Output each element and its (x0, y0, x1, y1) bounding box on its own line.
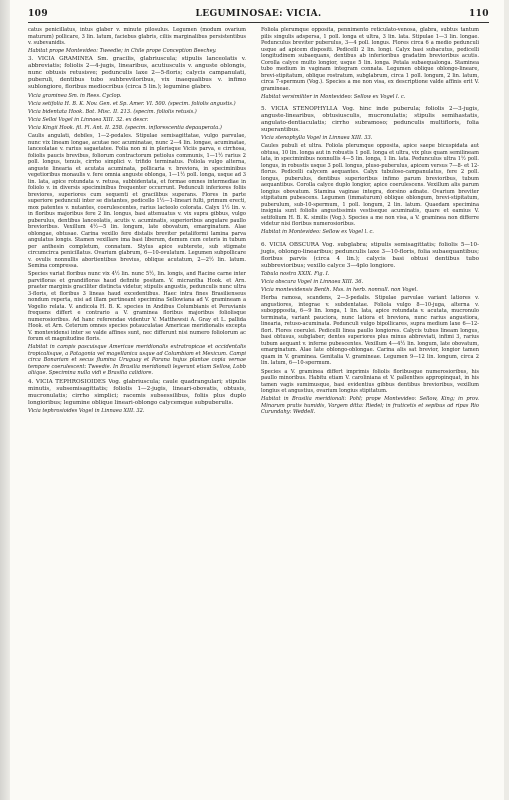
page-number-left: 109 (28, 9, 48, 19)
running-title: LEGUMINOSAE: VICIA. (195, 9, 322, 19)
paragraph: Vicia stenophylla Vogel in Linnaea XIII. 33. (261, 135, 373, 142)
paragraph: Habitat prope Montevideo: Tweedie; in Chile prope Conception Beechey. (28, 48, 217, 55)
paragraph: Vicia tephrosioides Vogel in Linnaea XIII. 32. (28, 408, 145, 415)
page-edge-shadow (0, 0, 10, 800)
paragraph: Vicia montevidensis Benth. Mss. in herb. nonnull. non Vogel. (261, 287, 418, 294)
paragraph: Habitat in Brasilia meridionali: Pohl; prope Montevideo: Sellow, King; in prov. Minarum pratis humidis, Vargem ditta: Riedel; in fruticetis et sepibus ad ripas Rio Curundahy: Weddell. (261, 396, 479, 416)
paragraph: Habitat in campis pascuisque Americae meridionalis extratropicae et occidentalis tropicalisque, a Patagonia vel magellanica usque ad Columbiam et Mexicum. Campi circa Bonariam et secus flumina Uruguay et Parana hujus plantae copia vernae tempore coerulescent: Tweedie. In Brasilia meridionali legerunt etiam Sellow, Lobb aliique. Specimina nulla vidi e Brasilia calidiore. (28, 344, 246, 377)
text-column-left (28, 27, 246, 416)
species-heading: 3. VICIA GRAMINEA Sm. gracilis, glabriuscula; stipulis lanceolatis v. abbreviatis; foliolis 2—4-jugis, linearibus, acutiusculis v. anguste oblongis, nunc obtusis retusisve; pedunculis laxe 2—5-floris; calycis campanulati, puberuli, dentibus tubo subbreviloribus, vix inaequalibus v. infimo sublongiore, floribus mediocribus (circa 5 lin.); legumine glabro. (28, 56, 246, 91)
paragraph: Caulis angulati, debiles, 1—2-pedales. Stipulae semisagittatae, vulgo parvulae, nunc vix lineam longae, acutae nec acuminatae, nunc 2—4 lin. longae, acuminatae, lanceolatae v. rarius sagaetatee. Folia non ni in plerisque Viciis parva, e cirrhosa, foliolis paucis brevibus, foliorum contractorum petiolus communis, 1—1½ rarius 2 poll. longus, tenuis, cirrho simplici v. trifido terminatus. Foliola vulgo alterna, anguste linearia et acutata acuminata, pollicaria v. breviora, in speciminibus vegetioribus monaulis v. fere omnia anguste oblonga, 1—1½ poll. longa, usque ad 3 lin. lata, apice rotundata v. retusa, subbidentata, et formae omnes intermediae in foliolo v. in diversis speciminibus frequenter occurrunt. Pedunculi inferiores foliis breviores, superiores cum sequenti et gracilibus superans. Flores in parte superiore pedunculi inter se distantes, pedicello 1½—1-lineari fulti, primum erecti, mox patentes v. nutantes, coerulescentes, rarius lacteolo colorata. Calyx 1½ lin. v. in floribus majoribus fere 2 lin. longus, basi attenuatus v. vix supra gibbus, vulgo puberulus, dentibus lanceolatis, acutis v. acuminatis, superioribus angulare paullo brevioribus. Vexillum 4½—5 lin. longum, late obovatum, emarginatum. Alae oblongae, obtusae. Carina vexillo fere distalis breviter petaliformi lamina parva angulatus longis. Stamen vexillare ima basi liberum, demum cum ceteris in tubum per anthesin completum, connatum. Stylus apice subterete, sub stigmate circumcirca penicillatus. Ovarium glabrum, 6—10-ovulatum. Legumen subpollicare v. ovulis nonnullis abortientibus brevius, oblique acutatum, 2—2½ lin. latum. Semina compressa. (28, 133, 246, 270)
page-number-right: 110 (468, 9, 489, 19)
paragraph: Habitat in Montevideo: Sellow ex Vogel l. c. (261, 229, 374, 236)
paragraph: Vicia graminea Sm. in Rees. Cyclop. (28, 92, 122, 99)
paragraph: Vicia Kingii Hook. fil. Fl. Ant. II. 258. (specim. inflorescentia depauperata.) (28, 125, 222, 132)
paragraph: Foliola plerumque opposita, pennimento reticulato-venosa, glabra, subtus tantum pilis singulis adspersa, 1 poll. longa et ultra, 3 lin. lata. Stipulae 1—3 lin. longae. Pedunculus breviter puberulus, 3—4 poll. longus. Flores circa 6 a medio pedunculi usque ad apicem dispositi. Pedicelli 2 lin. longi. Calyx basi subacutus, pedicelli longitudinem subaequans, dentibus ab inferioribus gradatim brevioribus acutis. Corolla calyce multo longior, usque 5 lin. longa. Petala subaequalonga. Staminea tubo medium in vaginam integram connata. Legumen oblique oblongo-lineare, brevi-stipitatum, oblique rostratum, subglabrum, circa 1 poll. longum, 2 lin. latum, circa 7-spermum (Vog.). Species a me non visa, ex descriptione valde affinis erit V. gramineae. (261, 27, 479, 92)
running-header (28, 6, 489, 22)
species-heading: 4. VICIA TEPHROSIOIDES Vog. glabriuscula; caule quadrangulari; stipulis minutis, subsemisagittatis; foliolis 1—2-jugis, lineari-obovatis, obtusis, mucronulatis; cirrho simplici; racemis subsessilibus, foliis plus duplo longioribus; legumine oblique lineari-oblongo calycemque subpuberulis. (28, 378, 246, 406)
paragraph: Vicia Selloi Vogel in Linnaea XIII. 32. ex descr. (28, 117, 149, 124)
paragraph: Vicia obscura Vogel in Linnaea XIII. 36. (261, 279, 364, 286)
text-column-right (261, 27, 479, 417)
paragraph: catus penicillatus, intus glaber v. minute pilosulus. Legumen (modum ovarium maturum) pollicare, 3 lin. latum, faciebus glabris, ciliis marginalibus persistentibus v. subevanidis. (28, 27, 246, 46)
paragraph: Tabula nostra XXIX. Fig. I. (261, 271, 330, 278)
paragraph: Caules pubuli et ultra. Foliola plerumque opposita, apice saepe bicuspidata aut obtusa, 10 lin. longa aut in robustis 1 poll. longa et ultra, vix plus quam semilineam lata, in speciminibus nonnullis 4—5 lin. longa, 1 lin. lata. Pedunculus ultra 1½ poll. longus, in robustis usque 3 poll. longus, pluso-puberulus, apicem versus 7—8- et 12-florus. Pedicelli calycem aequantes. Calyx tubuloso-campanulatus, fere 2 poll. longus, puberulus, dentibus superioribus infimo parum brevioribus, tubum aequantibus. Corolla calyce duplo longior, apice coerulescens. Vexillum alis parum longius obovatum. Stamina vaginae integra, dorsino adnate. Ovarium breviter stipitatum pubescens. Legumen (immaturum) oblique oblongum, brevi-stipitatum, puberulum, sub-10-spermum, 1 poll. longum, 2 lin. latum. Quaedam specimina insignia sunt foliolis angustissimis vestiseque acuminatis, quare et eamius V. setifolium H. B. K. similis (Vog.). Species a me non visa, a V. graminea non differre videtur nisi floribus numerosioribus. (261, 143, 479, 228)
paragraph: Herba ramosa, scandens, 2—3-pedalis. Stipulae parvulae variant latiores v. angustiores, integrae v. subdentatae. Foliola vulgo 8—10-juga, alterna v. suboppposita, 6—9 lin. longa, 1 lin. lata, apice rotundata v. acutata, mucronulo terminata, variant pauciora, nunc latiora et breviora, nunc rarius angustiora, linearia, retuso-acuminata. Pedunculi vulgo bipollicares, supra medium laxe 6—12-flori. Flores coerulei. Pedicelli linea paullo longiores. Calycis tubus lineam longus, basi obtusus, subglaber; dentes superiores plus minus abbreviati, infimi 3, rarius tubum aequant v. inferne pubescentes. Vexillum 4—4½ lin. longum, late obovatum, emarginatum. Alae late oblongo-oblongae. Carina alis sat brevior, longior tamen quam in V. graminea. Genitalia V. gramineae. Legumen 9—12 lin. longum, circa 2 lin. latum, 6—10-spermum. (261, 295, 479, 367)
header-rule (28, 22, 489, 23)
paragraph: Species a V. graminea differt imprimis foliolis floribusque numerosioribus, his paullo minoribus. Habitu etiam V. caroliniana et V. pallenthes appropinquat, in his tamen vagis sumimusque, basi evidentius gibbus dentibus brevioribus, vexillum longius et angustius, ovarium longius stipitatum. (261, 368, 479, 395)
paragraph: Species variat floribus nunc vix 4½ lin. nunc 5½, lin. longis, and Racine carne inter parvifloras et grandifloras haud definite positam. V. micrantha Hook. et Arn. praeter marginis graciliter distincta videtur, stipulis angustis, pedunculis nunc ultra 3-floris, et floribus 3 lineas haud excedentibus. Haec intra fines Brasilienseus nondum reperta, nisi ad illam pertineant specimina Sellowiana ad V. gramineam a Vogelio relata. V. andicola H. B. K. species in Andibus Columbianis et Peruvianis frequens differt e contrario a V. graminea floribus majoribus foliolisque numerosioribus. Ad hanc referendae videntur V. Matthewsii A. Gray et L. pallida Hook. et Arn. Ceterum omnes species potauculatae Americae meridionalis excepta V. montevidensi inter se valde affines sunt, nec differunt nisi numero foliolorum ac forum et magnitudine floris. (28, 271, 246, 343)
paragraph: Vicia bidentata Hook. Bot. Misc. II. 213. (specim. foliolis retusis.) (28, 108, 197, 115)
paragraph: Habitat versimiliter in Montevideo: Sellow ex Vogel l. c. (261, 93, 406, 100)
paragraph: Vicia setifolia H. B. K. Nov. Gen. et Sp. Amer. VI. 500. (specim. foliolis angustis.) (28, 100, 236, 107)
species-heading: 5. VICIA STENOPHYLLA Vog. hinc inde puberula; foliolis 2—3-jugis, anguste-linearibus, obtusiusculis, mucronulatis; stipulis semihastatis, angulato-dentiaculatis; cirrho subramoso; pedunculis multifloris, folia superantibus. (261, 105, 479, 133)
species-heading: 6. VICIA OBSCURA Vog. subglabra; stipulis semisagittatis; foliolis 5—10-jugis, oblongo-linearibus; pedunculis laxe 3—10-floris, folia subaequantibus; floribus parvis (circa 4 lin.); calycis basi obtusi dentibus tubo subbrevioribus; vexillo calyce 3—4plo longiore. (261, 241, 479, 269)
